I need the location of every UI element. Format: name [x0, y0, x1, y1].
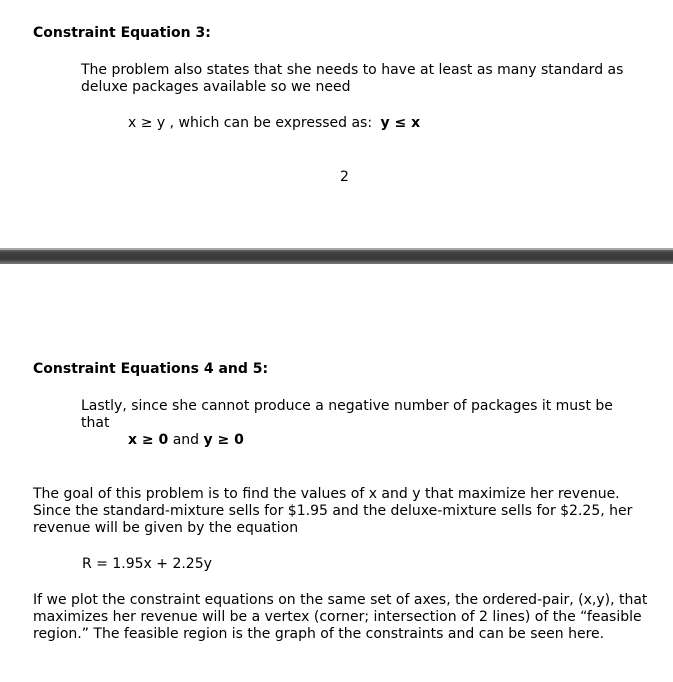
page-separator-highlight	[0, 248, 673, 250]
page-number: 2	[340, 169, 349, 185]
page-separator	[0, 248, 673, 264]
goal-paragraph: The goal of this problem is to find the values of x and y that maximize her revenue. Since the standard-mixture sells for $1.95 and the deluxe-mixture sells for $2.25, her revenue will be given by the equation	[33, 486, 633, 536]
inequality-x-ge-0: x ≥ 0	[128, 432, 169, 448]
constraint-3-paragraph: The problem also states that she needs to have at least as many standard as deluxe packages available so we need	[81, 62, 624, 95]
inequality-expressed-text: , which can be expressed as:	[169, 115, 373, 131]
inequality-y-ge-0: y ≥ 0	[203, 432, 244, 448]
constraint-3-inequality	[128, 115, 420, 131]
revenue-equation: R = 1.95x + 2.25y	[82, 556, 212, 572]
inequality-x-ge-y: x ≥ y	[128, 115, 166, 131]
inequality-y-le-x: y ≤ x	[380, 115, 421, 131]
inequality-and-text: and	[172, 432, 200, 448]
nonnegativity-inequalities	[128, 432, 244, 448]
constraint-4-5-paragraph: Lastly, since she cannot produce a negative number of packages it must be that	[81, 398, 613, 431]
constraint-4-5-heading: Constraint Equations 4 and 5:	[33, 361, 269, 377]
constraint-3-heading: Constraint Equation 3:	[33, 25, 211, 41]
plot-paragraph: If we plot the constraint equations on the same set of axes, the ordered-pair, (x,y), that maximizes her revenue will be a vertex (corner; intersection of 2 lines) of the “feasible region.” The feasible region is the graph of the constraints and can be seen here.	[33, 592, 648, 642]
